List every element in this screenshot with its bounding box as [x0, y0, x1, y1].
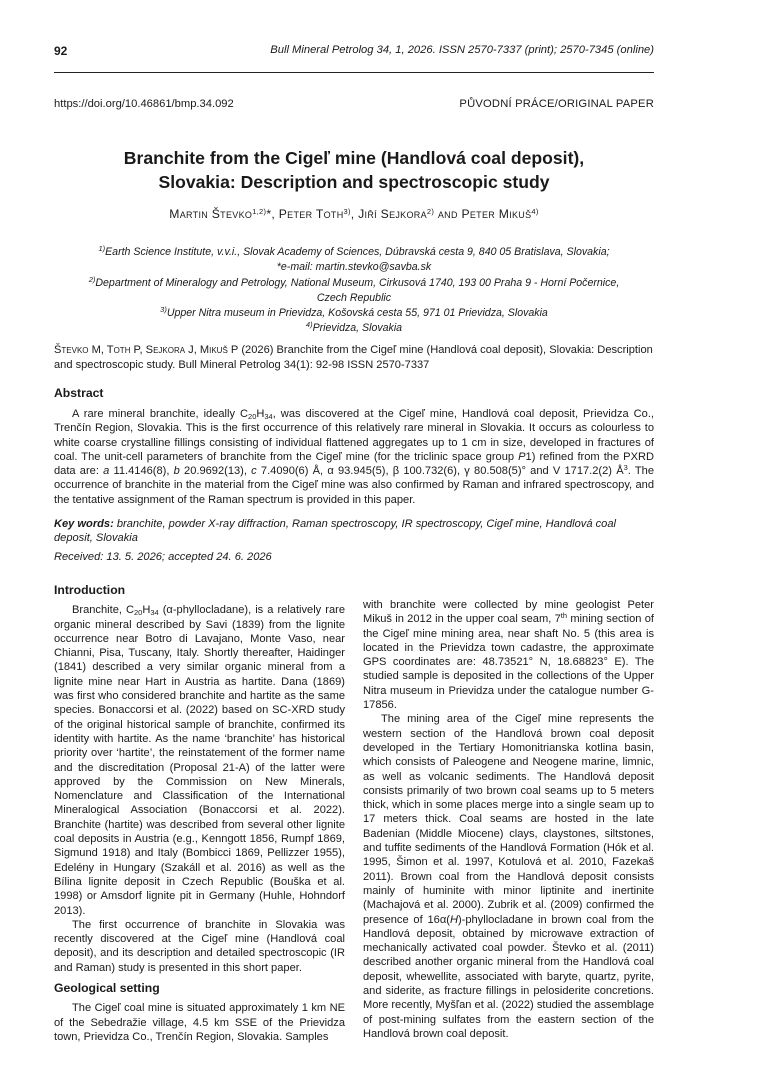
- affiliation-4: Prievidza, Slovakia: [312, 322, 403, 335]
- citation-authors: Števko M, Toth P, Sejkora J, Mikuš P: [54, 344, 239, 356]
- introduction-heading: Introduction: [54, 583, 126, 597]
- abstract-text: A rare mineral branchite, ideally $C_{20}H_{34}$, was discovered at the Cigeľ mine, Handlová coal deposit, Prievidza Co., Trenčín Region, Slovakia. This is the first occurrence of this relatively rare mineral in Slovakia. It occurs as colourless to white coarse crystalline fillings consisting of individual flattened aggregates up to 1 cm in size, developed in fractures of coal. The unit-cell parameters of branchite from the Cigeľ mine (for the triclinic space group P1) refined from the PXRD data are: a 11.4146(8), b 20.9692(13), c 7.4090(6) Å, α 93.945(5), β 100.732(6), γ 80.508(5)° and V 1717.2(2) $Å^3$. The occurrence of branchite in the material from the Cigeľ mine was also confirmed by Raman and infrared spectroscopy, and the tentative assignment of the Raman spectrum is provided in this paper.: [54, 408, 655, 506]
- affiliation-3: Upper Nitra museum in Prievidza, Košovská cesta 55, 971 01 Prievidza, Slovakia: [166, 307, 548, 320]
- geological-setting-heading: Geological setting: [54, 981, 160, 996]
- author-4: Peter Mikuš: [461, 207, 532, 221]
- keywords-label: Key words:: [54, 518, 114, 530]
- geology-paragraph-1-continued: with branchite were collected by mine geologist Peter Mikuš in 2012 in the upper coal seam, 7th mining section of the Cigeľ mine mining area, near shaft No. 5 (this area is located in the Prievidza town cadastre, the approximate GPS coordinates are: 48.73521° N, 18.68823° E). The studied sample is deposited in the collections of the Upper Nitra museum in Prievidza under the catalogue number G-17856.: [363, 599, 654, 712]
- geology-paragraph-1: The Cigeľ coal mine is situated approximately 1 km NE of the Sebedražie village, 4.5 km SSE of the Prievidza town, Prievidza Co., Trenčín Region, Slovakia. Samples: [54, 1002, 345, 1043]
- introduction-paragraph-1: Branchite, $C_{20}H_{34}$ (α-phyllocladane), is a relatively rare organic mineral described by Savi (1839) from the lignite occurrence near Botro di Lavajano, Monte Vaso, near Chianni, Pisa, Tuscany, Italy. Shortly thereafter, Haidinger (1841) described a very similar organic mineral from a lignite mine near Hart in Austria as hartite. Dana (1869) was first who considered branchite and hartite as the same species. Bonaccorsi et al. (2022) based on SC-XRD study of the original historical sample of branchite, confirmed its identity with hartite. As the name ‘branchite’ has historical priority over ‘hartite’, the reinstatement of the former name and the discreditation (Proposal 21-A) of the latter were approved by the Commission on New Minerals, Nomenclature and Classification of the International Mineralogical Association (Bonaccorsi et al. 2022). Branchite (hartite) was described from several other lignite coal deposits in Austria (e.g., Kenngott 1856, Rumpf 1869, Sigmund 1918) and Italy (Bombicci 1869, Pellizzer 1955), Edelény in Hungary (Szakáll et al. 2016) as well as the Bílina lignite deposit in Czech Republic (Bouška et al. 1998) or Amsdorf lignite pit in Germany (Huhle, Hohndorf 2013).: [54, 604, 345, 917]
- corresponding-mark: *: [266, 207, 272, 221]
- author-and: and: [437, 207, 458, 221]
- corresponding-email: e-mail: martin.stevko@savba.sk: [280, 261, 432, 274]
- paper-title: [54, 146, 654, 194]
- abstract-heading: Abstract: [54, 386, 104, 400]
- author-3: Jiří Sejkora: [358, 207, 427, 221]
- affiliations: $^{1)}$Earth Science Institute, v.v.i., Slovak Academy of Sciences, Dúbravská cesta 9, 840 05 Bratislava, Slovakia; *e-mail: martin.stevko@savba.sk $^{2)}$Department of Mineralogy and Petrology, National Museum, Cirkusová 1740, 193 00 Praha 9 - Horní Počernice, Czech Republic $^{3)}$Upper Nitra museum in Prievidza, Košovská cesta 55, 971 01 Prievidza, Slovakia $^{4)}$Prievidza, Slovakia: [88, 244, 620, 335]
- received-dates: Received: 13. 5. 2026; accepted 24. 6. 2026: [54, 551, 272, 563]
- introduction-paragraph-2: The first occurrence of branchite in Slovakia was recently discovered at the Cigeľ mine (Handlová coal deposit), and its description and detailed spectroscopic (IR and Raman) study is presented in this short paper.: [54, 918, 345, 974]
- author-4-affil: 4): [531, 207, 539, 216]
- author-1: Martin Števko: [169, 207, 253, 221]
- affiliation-1: Earth Science Institute, v.v.i., Slovak Academy of Sciences, Dúbravská cesta 9, 840 05 Bratislava, Slovakia;: [105, 246, 610, 258]
- keywords: [54, 517, 654, 546]
- author-3-affil: 2): [426, 207, 435, 216]
- title-line-1: Branchite from the Cigeľ mine (Handlová coal deposit),: [123, 148, 585, 168]
- keywords-text: branchite, powder X-ray diffraction, Raman spectroscopy, IR spectroscopy, Cigeľ mine, Handlová coal deposit, Slovakia: [54, 518, 616, 545]
- affiliation-2: Department of Mineralogy and Petrology, National Museum, Cirkusová 1740, 193 00 Praha 9 - Horní Počernice,: [95, 276, 620, 289]
- affiliation-2-country: Czech Republic: [316, 291, 392, 304]
- right-column: [363, 598, 654, 1041]
- header-divider: [54, 72, 654, 73]
- page-number: 92: [54, 44, 68, 58]
- geology-paragraph-2: The mining area of the Cigeľ mine represents the western section of the Handlová brown coal deposit developed in the Tertiary Homonitrianska kotlina basin, which consists of Paleogene and Neogene marine, limnic, as well as volcanic sediments. The Handlová deposit consists primarily of two brown coal seams up to 5 meters thick, which in some places merge into a single seam up to 17 meters thick. Coal seams are hosted in the late Badenian (Middle Miocene) clays, claystones, siltstones, and tuffite sediments of the Handlová Formation (Hók et al. 1995, Šimon et al. 1997, Kotulová et al. 2010, Fazekaš 2011). Brown coal from the Handlová deposit consists mainly of huminite with minor liptinite and inertinite (Machajová et al. 2000). Zubrik et al. (2009) confirmed the presence of 16α(H)-phyllocladane in brown coal from the Handlová deposit, obtained by microwave extraction of mechanically activated coal powder. Števko et al. (2011) described another organic mineral from the Handlová coal deposit, whewellite, associated with baryte, quartz, pyrite, and siderite, as fracture fillings in pelosiderite concretions. More recently, Myšľan et al. (2022) studied the assemblage of post-mining sulfates from the eastern section of the Handlová brown coal deposit.: [363, 713, 654, 1040]
- paper-type: PŮVODNÍ PRÁCE/ORIGINAL PAPER: [459, 98, 654, 110]
- title-line-2: Slovakia: Description and spectroscopic study: [158, 172, 550, 192]
- left-column: [54, 583, 345, 1044]
- citation: [54, 343, 654, 372]
- doi-link[interactable]: https://doi.org/10.46861/bmp.34.092: [54, 98, 234, 110]
- citation-text: (2026) Branchite from the Cigeľ mine (Handlová coal deposit), Slovakia: Description and spectroscopic study. Bull Mineral Petrolog 34(1): 92-98 ISSN 2570-7337: [54, 344, 653, 371]
- author-1-affil: 1,2): [252, 207, 267, 216]
- author-list: Martin Števko$^{1,2)}$*, Peter Toth$^{3)}$, Jiří Sejkora$^{2)}$ and Peter Mikuš$^{4)}$: [169, 207, 539, 221]
- author-2-affil: 3): [343, 207, 351, 216]
- journal-header: Bull Mineral Petrolog 34, 1, 2026. ISSN 2570-7337 (print); 2570-7345 (online): [270, 44, 654, 56]
- author-2: Peter Toth: [278, 207, 344, 221]
